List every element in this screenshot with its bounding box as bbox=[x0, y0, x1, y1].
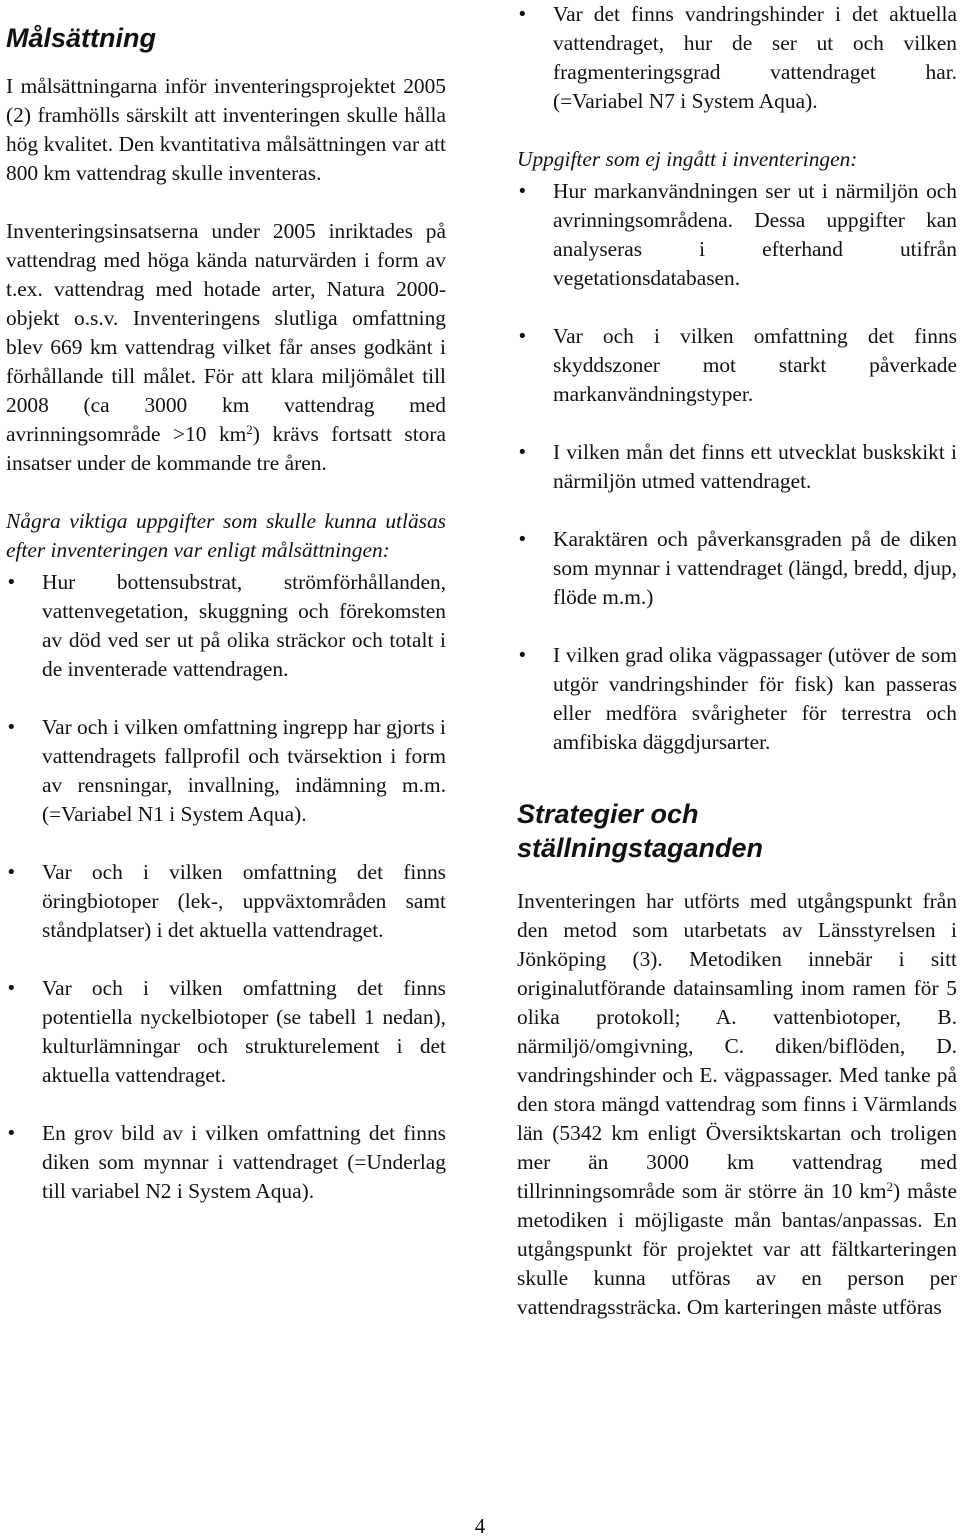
paragraph-strategier: Inventeringen har utförts med utgångspunkt från den metod som utarbetats av Länsstyrelsen i Jönköping (3). Metodiken innebär i sitt originalutförande datainsamling inom ramen för 5 olika protokoll; A. vattenbiotoper, B. närmiljö/omgivning, C. diken/biflöden, D. vandringshinder och E. vägpassager. Med tanke på den stora mängd vattendrag som finns i Värmlands län (5342 km enligt Översiktskartan och troligen mer än 3000 km vattendrag med tillrinningsområde som är större än 10 $km^2$) måste metodiken i möjligaste mån bantas/anpassas. En utgångspunkt för projektet var att fältkarteringen skulle kunna utföras av en person per vattendragssträcka. Om karteringen måste utföras bbox=[517, 889, 957, 1319]
list-item: • Var och i vilken omfattning det finns skyddszoner mot starkt påverkade markanvändningstyper. bbox=[517, 322, 957, 409]
paragraph-ej-ingatt: Uppgifter som ej ingått i inventeringen: bbox=[517, 147, 858, 171]
page-number: 4 bbox=[474, 1514, 486, 1538]
list-item: • I vilken mån det finns ett utvecklat buskskikt i närmiljön utmed vattendraget. bbox=[517, 438, 957, 496]
list-item: • Hur markanvändningen ser ut i närmiljön och avrinningsområdena. Dessa uppgifter kan analyseras i efterhand utifrån vegetationsdatabasen. bbox=[517, 177, 957, 293]
list-item: • Var och i vilken omfattning ingrepp har gjorts i vattendragets fallprofil och tvärsektion i form av rensningar, invallning, indämning m.m. (=Variabel N1 i System Aqua). bbox=[6, 713, 446, 829]
list-item: • Var och i vilken omfattning det finns öringbiotoper (lek-, uppväxtområden samt ståndplatser) i det aktuella vattendraget. bbox=[6, 858, 446, 945]
paragraph-malsattning-intro: I målsättningarna inför inventeringsprojektet 2005 (2) framhölls särskilt att inventeringen skulle hålla hög kvalitet. Den kvantitativa målsättningen var att 800 km vattendrag skulle inventeras. bbox=[6, 74, 446, 185]
left-column bbox=[6, 0, 446, 1206]
list-item: • Hur bottensubstrat, strömförhållanden, vattenvegetation, skuggning och förekomsten av död ved ser ut på olika sträckor och totalt i de inventerade vattendragen. bbox=[6, 568, 446, 684]
list-item: • Karaktären och påverkansgraden på de diken som mynnar i vattendraget (längd, bredd, djup, flöde m.m.) bbox=[517, 525, 957, 612]
section-heading-strategier: Strategier och ställningstaganden bbox=[517, 799, 764, 863]
list-item: • Var och i vilken omfattning det finns potentiella nyckelbiotoper (se tabell 1 nedan), kulturlämningar och strukturelement i det aktuella vattendraget. bbox=[6, 974, 446, 1090]
list-item: • Var det finns vandringshinder i det aktuella vattendraget, hur de ser ut och vilken fragmenteringsgrad vattendraget har. (=Variabel N7 i System Aqua). bbox=[517, 0, 957, 116]
list-item: • En grov bild av i vilken omfattning det finns diken som mynnar i vattendraget (=Underlag till variabel N2 i System Aqua). bbox=[6, 1119, 446, 1206]
paragraph-inventeringsinsatser: Inventeringsinsatserna under 2005 inriktades på vattendrag med höga kända naturvärden i form av t.ex. vattendrag med hotade arter, Natura 2000-objekt o.s.v. Inventeringens slutliga omfattning blev 669 km vattendrag vilket får anses godkänt i förhållande till målet. För att klara miljömålet till 2008 (ca 3000 km vattendrag med avrinningsområde >10 $km^2$) krävs fortsatt stora insatser under de kommande tre åren. bbox=[6, 219, 446, 475]
superscript-2: 2 bbox=[246, 422, 253, 437]
list-item: • I vilken grad olika vägpassager (utöver de som utgör vandringshinder för fisk) kan passeras eller medföra svårigheter för terrestra och amfibiska däggdjursarter. bbox=[517, 641, 957, 757]
paragraph-viktiga-uppgifter: Några viktiga uppgifter som skulle kunna utläsas efter inventeringen var enligt målsättningen: bbox=[6, 509, 446, 562]
right-column bbox=[517, 0, 957, 1322]
superscript-2: 2 bbox=[886, 1179, 894, 1194]
section-heading-malsattning: Målsättning bbox=[6, 23, 157, 53]
